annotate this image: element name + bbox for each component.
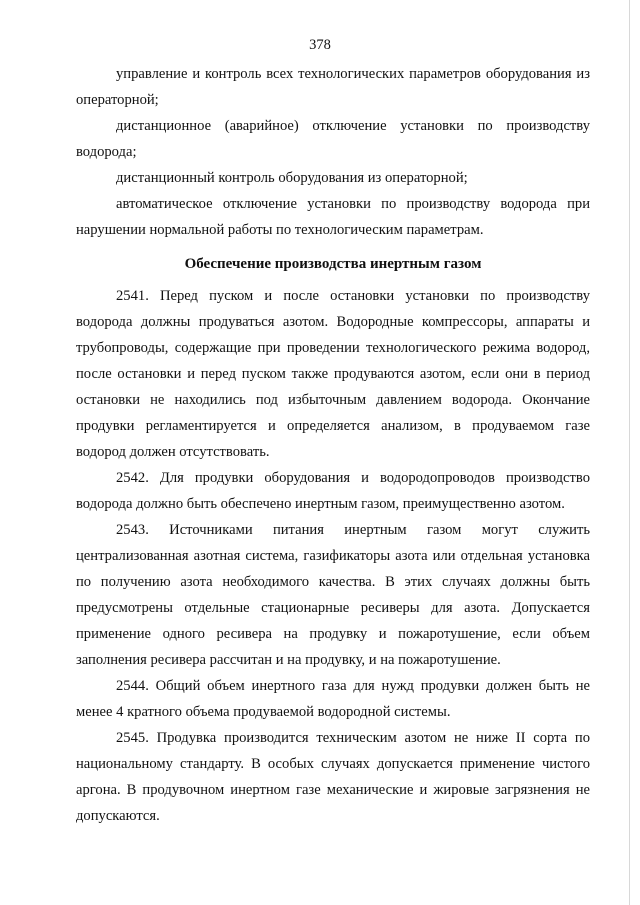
paragraph-2545: 2545. Продувка производится техническим азотом не ниже II сорта по национальному стандарту. В особых случаях допускается применение чистого аргона. В продувочном инертном газе механические и жировые загрязнения не допускаются. [76,730,590,824]
page-edge-line [629,0,630,905]
intro-item-automatic-shutdown: автоматическое отключение установки по производству водорода при нарушении нормальной работы по технологическим параметрам. [76,196,590,238]
paragraph-2542: 2542. Для продувки оборудования и водородопроводов производство водорода должно быть обеспечено инертным газом, преимущественно азотом. [76,470,590,512]
paragraph-2544: 2544. Общий объем инертного газа для нужд продувки должен быть не менее 4 кратного объема продуваемой водородной системы. [76,678,590,720]
paragraph-2543: 2543. Источниками питания инертным газом могут служить централизованная азотная система, газификаторы азота или отдельная установка по получению азота необходимого качества. В этих случаях должны быть предусмотрены отдельные стационарные ресиверы для азота. Допускается применение одного ресивера на продувку и пожаротушение, если объем заполнения ресивера рассчитан и на продувку, и на пожаротушение. [76,522,590,668]
section-heading: Обеспечение производства инертным газом [184,256,482,272]
intro-item-emergency-shutdown: дистанционное (аварийное) отключение установки по производству водорода; [76,118,590,160]
page-number: 378 [309,37,331,53]
intro-item-remote-control: управление и контроль всех технологических параметров оборудования из операторной; [76,66,590,108]
intro-item-remote-monitoring: дистанционный контроль оборудования из операторной; [116,170,468,186]
paragraph-2541: 2541. Перед пуском и после остановки установки по производству водорода должны продуваться азотом. Водородные компрессоры, аппараты и трубопроводы, содержащие при проведении технологического режима водород, после остановки и перед пуском также продуваются азотом, если они в период остановки не находились под избыточным давлением водорода. Окончание продувки регламентируется и определяется анализом, в продуваемом газе водород должен отсутствовать. [76,288,590,460]
document-body [76,61,590,829]
